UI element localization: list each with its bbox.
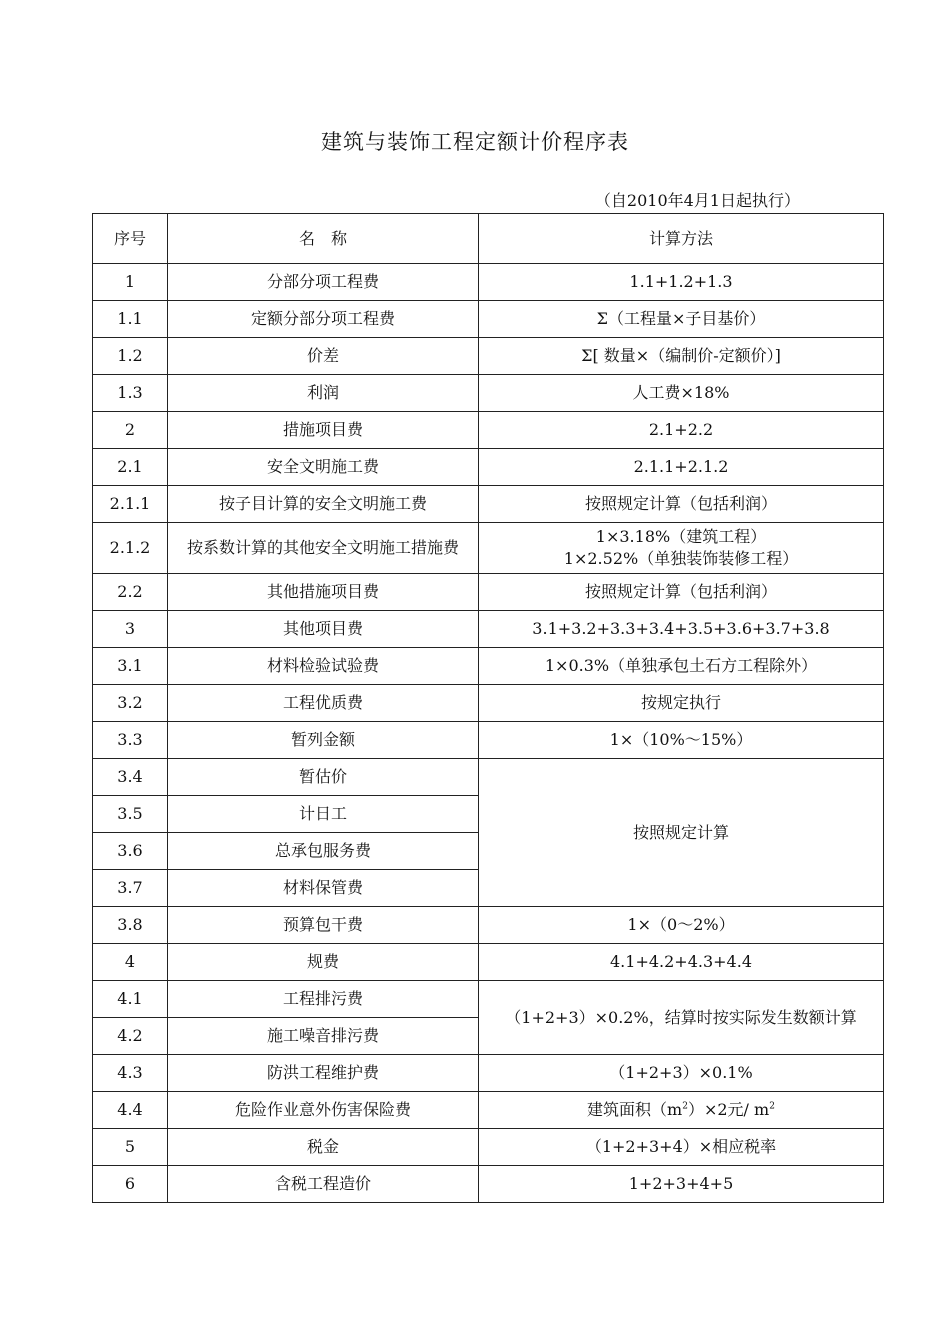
row-name: 工程优质费 bbox=[168, 685, 479, 722]
row-name: 防洪工程维护费 bbox=[168, 1055, 479, 1092]
row-no: 3.8 bbox=[93, 907, 168, 944]
table-row bbox=[93, 574, 884, 611]
row-method: 按规定执行 bbox=[479, 685, 884, 722]
row-method: 人工费×18% bbox=[479, 375, 884, 412]
superscript: 2 bbox=[769, 1101, 775, 1112]
row-no: 4.4 bbox=[93, 1092, 168, 1129]
row-no: 3.3 bbox=[93, 722, 168, 759]
table-row bbox=[93, 1055, 884, 1092]
row-method bbox=[479, 1092, 884, 1129]
row-no: 4.1 bbox=[93, 981, 168, 1018]
table-row bbox=[93, 685, 884, 722]
row-name: 含税工程造价 bbox=[168, 1166, 479, 1203]
row-name: 暂估价 bbox=[168, 759, 479, 796]
row-name: 工程排污费 bbox=[168, 981, 479, 1018]
table-header-row bbox=[93, 214, 884, 264]
row-name: 预算包干费 bbox=[168, 907, 479, 944]
table-row bbox=[93, 486, 884, 523]
row-name: 分部分项工程费 bbox=[168, 264, 479, 301]
row-no: 3 bbox=[93, 611, 168, 648]
pricing-procedure-table bbox=[92, 213, 884, 1203]
row-no: 3.5 bbox=[93, 796, 168, 833]
row-method: 2.1+2.2 bbox=[479, 412, 884, 449]
row-no: 4.3 bbox=[93, 1055, 168, 1092]
row-no: 1.1 bbox=[93, 301, 168, 338]
header-no: 序号 bbox=[93, 214, 168, 264]
row-name: 材料保管费 bbox=[168, 870, 479, 907]
table-row bbox=[93, 981, 884, 1018]
row-no: 2.1.2 bbox=[93, 523, 168, 574]
row-method: 1.1+1.2+1.3 bbox=[479, 264, 884, 301]
row-no: 2.1.1 bbox=[93, 486, 168, 523]
row-no: 2.1 bbox=[93, 449, 168, 486]
row-name: 按子目计算的安全文明施工费 bbox=[168, 486, 479, 523]
table-row bbox=[93, 907, 884, 944]
header-method: 计算方法 bbox=[479, 214, 884, 264]
row-name: 措施项目费 bbox=[168, 412, 479, 449]
row-method: 2.1.1+2.1.2 bbox=[479, 449, 884, 486]
row-name: 材料检验试验费 bbox=[168, 648, 479, 685]
row-name: 其他措施项目费 bbox=[168, 574, 479, 611]
table-row bbox=[93, 1129, 884, 1166]
table-row bbox=[93, 611, 884, 648]
superscript: 2 bbox=[682, 1101, 688, 1112]
row-name: 计日工 bbox=[168, 796, 479, 833]
row-method: 3.1+3.2+3.3+3.4+3.5+3.6+3.7+3.8 bbox=[479, 611, 884, 648]
row-method: 1+2+3+4+5 bbox=[479, 1166, 884, 1203]
row-no: 1.2 bbox=[93, 338, 168, 375]
table-row bbox=[93, 1166, 884, 1203]
row-method: （1+2+3+4）×相应税率 bbox=[479, 1129, 884, 1166]
row-method bbox=[479, 523, 884, 574]
row-name: 总承包服务费 bbox=[168, 833, 479, 870]
row-no: 2.2 bbox=[93, 574, 168, 611]
method-text: 建筑面积（m bbox=[587, 1100, 683, 1119]
table-row bbox=[93, 301, 884, 338]
row-no: 3.1 bbox=[93, 648, 168, 685]
row-name: 其他项目费 bbox=[168, 611, 479, 648]
row-method: 1×0.3%（单独承包土石方工程除外） bbox=[479, 648, 884, 685]
row-name: 施工噪音排污费 bbox=[168, 1018, 479, 1055]
effective-date: （自2010年4月1日起执行） bbox=[594, 191, 800, 210]
row-name: 暂列金额 bbox=[168, 722, 479, 759]
table-row bbox=[93, 523, 884, 574]
row-method: （1+2+3）×0.1% bbox=[479, 1055, 884, 1092]
row-no: 4.2 bbox=[93, 1018, 168, 1055]
row-name: 价差 bbox=[168, 338, 479, 375]
table-row bbox=[93, 1092, 884, 1129]
row-method: 1×（10%～15%） bbox=[479, 722, 884, 759]
table-row bbox=[93, 264, 884, 301]
table-row bbox=[93, 338, 884, 375]
row-no: 2 bbox=[93, 412, 168, 449]
row-name: 按系数计算的其他安全文明施工措施费 bbox=[168, 523, 479, 574]
row-no: 3.4 bbox=[93, 759, 168, 796]
method-text: ）×2元/ m bbox=[687, 1100, 770, 1119]
row-no: 3.6 bbox=[93, 833, 168, 870]
row-no: 1.3 bbox=[93, 375, 168, 412]
row-method: 4.1+4.2+4.3+4.4 bbox=[479, 944, 884, 981]
table-row bbox=[93, 944, 884, 981]
row-name: 利润 bbox=[168, 375, 479, 412]
row-no: 5 bbox=[93, 1129, 168, 1166]
table-row bbox=[93, 449, 884, 486]
row-name: 定额分部分项工程费 bbox=[168, 301, 479, 338]
row-name: 规费 bbox=[168, 944, 479, 981]
header-name: 名 称 bbox=[168, 214, 479, 264]
row-name: 税金 bbox=[168, 1129, 479, 1166]
row-method-merged: 按照规定计算 bbox=[479, 759, 884, 907]
row-no: 3.2 bbox=[93, 685, 168, 722]
row-no: 3.7 bbox=[93, 870, 168, 907]
table-row bbox=[93, 648, 884, 685]
row-no: 1 bbox=[93, 264, 168, 301]
row-no: 6 bbox=[93, 1166, 168, 1203]
row-method-line: 1×2.52%（单独装饰装修工程） bbox=[563, 549, 799, 568]
row-method-merged: （1+2+3）×0.2%，结算时按实际发生数额计算 bbox=[479, 981, 884, 1055]
row-method-line: 1×3.18%（建筑工程） bbox=[595, 527, 767, 546]
row-method: 1×（0～2%） bbox=[479, 907, 884, 944]
document-title: 建筑与装饰工程定额计价程序表 bbox=[321, 130, 629, 154]
row-name: 危险作业意外伤害保险费 bbox=[168, 1092, 479, 1129]
table-row bbox=[93, 375, 884, 412]
row-method: Σ[ 数量×（编制价-定额价）] bbox=[479, 338, 884, 375]
table-row bbox=[93, 722, 884, 759]
row-method: 按照规定计算（包括利润） bbox=[479, 486, 884, 523]
row-no: 4 bbox=[93, 944, 168, 981]
row-method: Σ（工程量×子目基价） bbox=[479, 301, 884, 338]
row-name: 安全文明施工费 bbox=[168, 449, 479, 486]
table-row bbox=[93, 412, 884, 449]
table-row bbox=[93, 759, 884, 796]
row-method: 按照规定计算（包括利润） bbox=[479, 574, 884, 611]
